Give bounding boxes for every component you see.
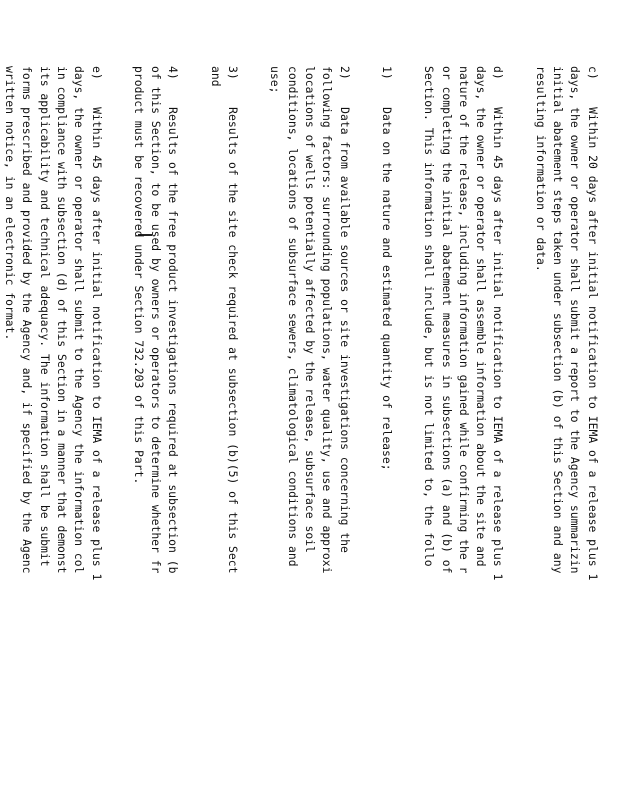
paragraph-d-line-3: nature of the release, including information gained while confirming the r [457, 66, 471, 574]
item-d2-line-5: use; [268, 66, 282, 94]
item-d4-line-3: product must be recovered under Section 732.203 of this Part. [132, 66, 146, 485]
item-d4-line-1: 4) Results of the free product investigations required at subsection (b [166, 66, 180, 574]
paragraph-d-line-5: Section. This information shall include, but is not limited to, the follo [422, 66, 436, 567]
item-d2-line-1: 2) Data from available sources or site investigations concerning the [338, 66, 352, 553]
paragraph-d-line-4: or completing the initial abatement measures in subsections (a) and (b) of [440, 66, 454, 574]
paragraph-c-line-4: resulting information or data. [534, 66, 548, 272]
item-d2-line-4: conditions, locations of subsurface sewers, climatological conditions and [286, 66, 300, 567]
item-d3-line-2: and [209, 66, 223, 87]
paragraph-c-line-3: initial abatement steps taken under subsection (b) of this Section and any [551, 66, 565, 574]
paragraph-d-line-1: d) Within 45 days after initial notification to IEMA of a release plus 1 [491, 66, 505, 581]
paragraph-e-line-5: forms prescribed and provided by the Agency and, if specified by the Agenc [20, 66, 34, 574]
paragraph-c-line-1: c) Within 20 days after initial notification to IEMA of a release plus 1 [586, 66, 600, 581]
paragraph-e-line-2: days, the owner or operator shall submit to the Agency the information col [72, 66, 86, 574]
item-d1-line-1: 1) Data on the nature and estimated quantity of release; [380, 66, 394, 471]
paragraph-e-line-1: e) Within 45 days after initial notification to IEMA of a release plus 1 [90, 66, 104, 581]
paragraph-e-line-4: its applicability and technical adequacy. The information shall be submit [38, 66, 52, 567]
paragraph-e-line-3: in compliance with subsection (d) of this Section in a manner that demonst [55, 66, 69, 574]
item-d3-line-1: 3) Results of the site check required at subsection (b)(5) of this Sect [226, 66, 240, 574]
paragraph-c-line-2: days, the owner or operator shall submit a report to the Agency summarizin [568, 66, 582, 574]
item-d4-line-2: of this Section, to be used by owners or operators to determine whether fr [149, 66, 163, 574]
paragraph-e-line-6: written notice, in an electronic format. [3, 66, 17, 341]
item-d2-line-2: following factors: surrounding populations, water quality, use and approxi [320, 66, 334, 574]
paragraph-d-line-2: days, the owner or operator shall assemble information about the site and [474, 66, 488, 567]
item-d2-line-3: locations of wells potentially affected by the release, subsurface soil [303, 66, 317, 553]
